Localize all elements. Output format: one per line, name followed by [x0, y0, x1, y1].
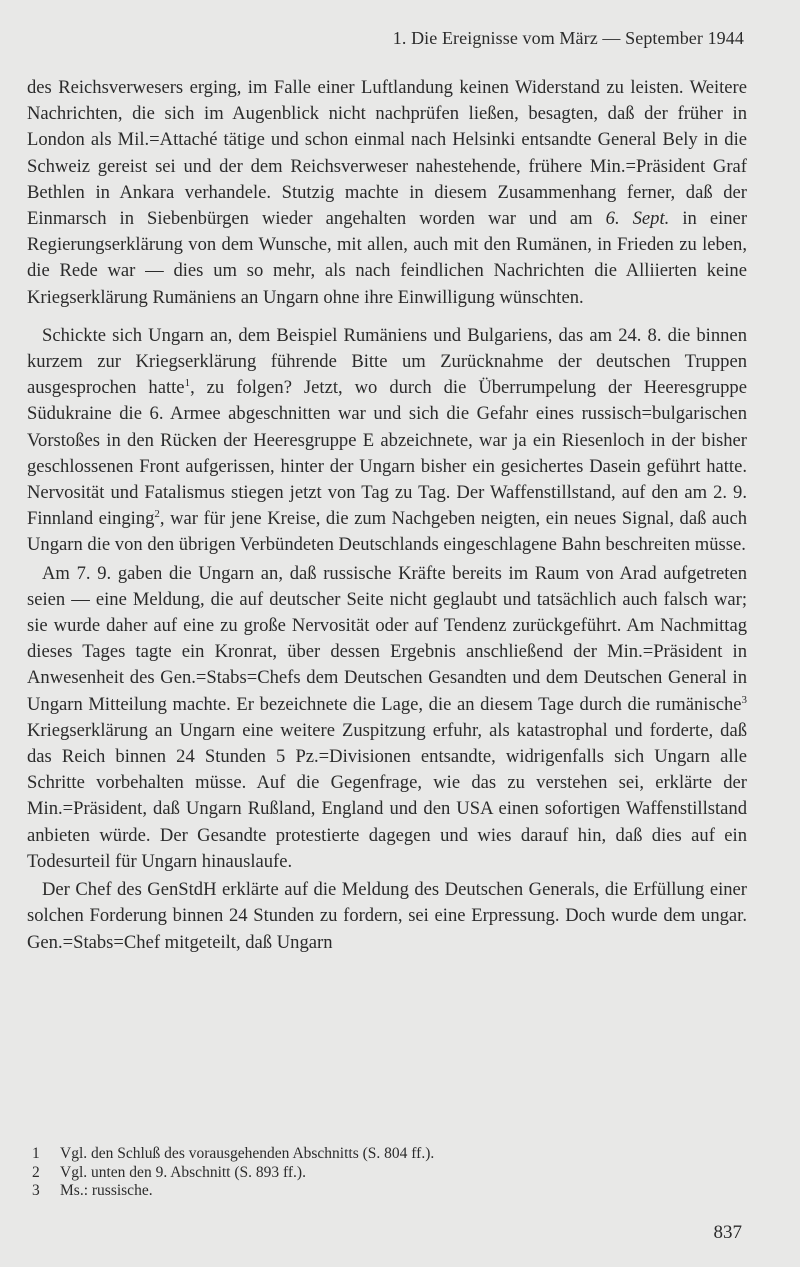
footnote	[32, 1145, 732, 1164]
footnote-text: Ms.: russische.	[60, 1182, 153, 1199]
paragraph: Der Chef des GenStdH erklärte auf die Meldung des Deutschen Generals, die Erfüllung einer solchen Forderung binnen 24 Stunden zu fordern, sei eine Erpressung. Doch wurde dem ungar. Gen.=Stabs=Chef mitgeteilt, daß Ungarn	[27, 879, 747, 953]
running-header: 1. Die Ereignisse vom März — September 1944	[392, 28, 744, 48]
footnotes	[32, 1145, 732, 1201]
italic-date: 6. Sept.	[605, 208, 670, 230]
footnote-ref[interactable]: 2	[154, 508, 160, 521]
footnote-ref[interactable]: 1	[184, 377, 191, 390]
footnote-number: 2	[32, 1163, 40, 1181]
footnote-ref[interactable]: 3	[741, 693, 747, 706]
paragraph: des Reichsverwesers erging, im Falle einer Luftlandung keinen Widerstand zu leisten. Weitere Nachrichten, die sich im Augenblick nicht nachprüfen ließen, besagten, daß der früher in London als Mil.=Attaché tätige und schon einmal nach Helsinki entsandte General Bely in die Schweiz gereist sei und der dem Reichsverweser nahestehende, frühere Min.=Präsident Graf Bethlen in Ankara verhandele. Stutzig machte in diesem Zusammenhang ferner, daß der Einmarsch in Siebenbürgen wieder angehalten worden war und am 6. Sept. in einer Regierungserklärung von dem Wunsche, mit allen, auch mit den Rumänen, in Frieden zu leben, die Rede war — dies um so mehr, als nach feindlichen Nachrichten die Alliierten keine Kriegserklärung Rumäniens an Ungarn ohne ihre Einwilligung wünschten.	[27, 77, 748, 308]
footnote-text: Vgl. den Schluß des vorausgehenden Abschnitts (S. 804 ff.).	[60, 1145, 435, 1162]
paragraph: Schickte sich Ungarn an, dem Beispiel Rumäniens und Bulgariens, das am 24. 8. die binnen kurzem zur Kriegserklärung führende Bitte um Zurücknahme der deutschen Truppen ausgesprochen hatte$^1$, zu folgen? Jetzt, wo durch die Überrumpelung der Heeresgruppe Südukraine die 6. Armee abgeschnitten war und sich die Gefahr eines russisch=bulgarischen Vorstoßes in den Rücken der Heeresgruppe E abzeichnete, war ja ein Riesenloch in der bisher geschlossenen Front aufgerissen, hinter der Ungarn bisher ein gesichertes Dasein geführt hatte. Nervosität und Fatalismus stiegen jetzt von Tag zu Tag. Der Waffenstillstand, auf den am 2. 9. Finnland einging$^2$, war für jene Kreise, die zum Nachgeben neigten, ein neues Signal, daß auch Ungarn die von den übrigen Verbündeten Deutschlands eingeschlagene Bahn beschreiten müsse.	[27, 324, 747, 556]
main-text	[27, 75, 747, 956]
footnote-text: Vgl. unten den 9. Abschnitt (S. 893 ff.).	[60, 1163, 306, 1181]
footnote	[32, 1164, 732, 1183]
page-number: 837	[713, 1222, 742, 1243]
footnote-number: 3	[32, 1182, 40, 1199]
footnote	[32, 1182, 732, 1201]
paragraph: Am 7. 9. gaben die Ungarn an, daß russische Kräfte bereits im Raum von Arad aufgetreten seien — eine Meldung, die auf deutscher Seite nicht geglaubt und tatsächlich auch falsch war; sie wurde daher auf eine zu große Nervosität oder auf Tendenz zurückgeführt. Am Nachmittag dieses Tages tagte ein Kronrat, über dessen Ergebnis anschließend der Min.=Präsident in Anwesenheit des Gen.=Stabs=Chefs dem Deutschen Gesandten und dem Deutschen General in Ungarn Mitteilung machte. Er bezeichnete die Lage, die an diesem Tage durch die rumänische$^3$ Kriegserklärung an Ungarn eine weitere Zuspitzung erfuhr, als katastrophal und forderte, daß das Reich binnen 24 Stunden 5 Pz.=Divisionen entsandte, widrigenfalls sich Ungarn alle Schritte vorbehalten müsse. Auf die Gegenfrage, wie das zu verstehen sei, erklärte der Min.=Präsident, daß Ungarn Rußland, England und den USA einen sofortigen Waffenstillstand anbieten würde. Der Gesandte protestierte dagegen und wies darauf hin, daß dies auf ein Todesurteil für Ungarn hinauslaufe.	[27, 562, 747, 872]
footnote-number: 1	[32, 1145, 40, 1162]
